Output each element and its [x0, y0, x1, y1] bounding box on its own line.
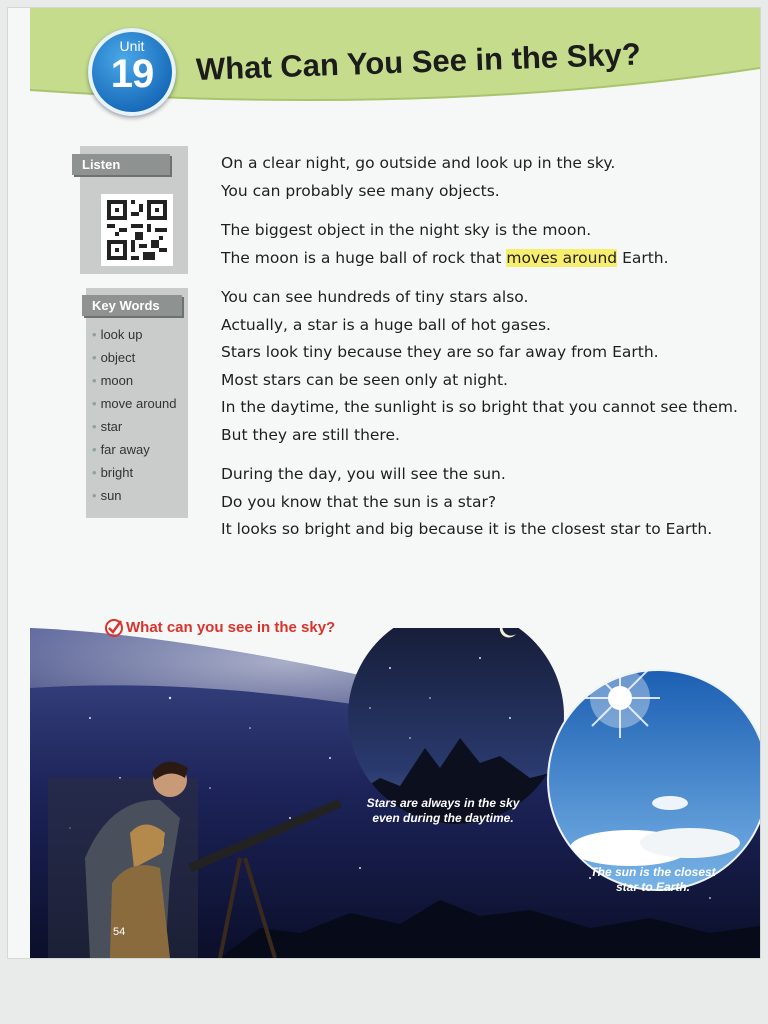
reading-passage [221, 150, 760, 556]
text-line: Most stars can be seen only at night. [221, 370, 508, 389]
paragraph-2 [221, 217, 760, 272]
page-number: 54 [113, 926, 126, 938]
text-line: On a clear night, go outside and look up in the sky. [221, 154, 616, 172]
text-line: You can see hundreds of tiny stars also. [221, 288, 529, 306]
text-line: Stars look tiny because they are so far away from Earth. [221, 343, 659, 361]
checkmark-icon [104, 618, 124, 638]
listen-label: Listen [72, 154, 170, 175]
textbook-page [8, 8, 760, 958]
text-line: You can probably see many objects. [221, 181, 500, 200]
unit-label: Unit [119, 38, 145, 54]
key-word-item: • star [92, 419, 123, 434]
question-heading: What can you see in the sky? [126, 619, 336, 636]
text-line: During the day, you will see the sun. [221, 465, 506, 483]
unit-number: 19 [110, 52, 154, 96]
text-line: In the daytime, the sunlight is so bright that you cannot see them. [221, 398, 738, 416]
text-line: It looks so bright and big because it is the closest star to Earth. [221, 520, 713, 538]
key-word-item: • bright [92, 465, 134, 480]
text-line: But they are still there. [221, 425, 400, 444]
night-caption: Stars are always in the sky even during the daytime. [366, 796, 520, 825]
night-sky-illustration [30, 628, 760, 958]
key-word-item: • moon [92, 373, 134, 388]
key-words-list [92, 323, 176, 507]
qr-code-icon [107, 200, 167, 260]
paragraph-3 [221, 284, 760, 449]
key-word-item: • look up [92, 327, 143, 342]
key-words-label: Key Words [82, 295, 182, 316]
qr-code[interactable] [101, 194, 173, 266]
key-word-item: • move around [92, 396, 177, 411]
text-line: The biggest object in the night sky is the moon. [221, 221, 592, 239]
day-caption: The sun is the closest star to Earth. [590, 865, 716, 894]
paragraph-1 [221, 150, 760, 205]
paragraph-4 [221, 461, 760, 544]
text-line: The moon is a huge ball of rock that moves around Earth. [221, 248, 669, 267]
highlighted-key-word: moves around [506, 248, 618, 267]
key-word-item: • far away [92, 442, 150, 457]
key-word-item: • sun [92, 488, 122, 503]
key-word-item: • object [92, 350, 136, 365]
unit-badge [88, 28, 176, 116]
text-line: Do you know that the sun is a star? [221, 492, 497, 511]
page-title: What Can You See in the Sky? [195, 36, 642, 87]
text-line: Actually, a star is a huge ball of hot gases. [221, 315, 551, 334]
